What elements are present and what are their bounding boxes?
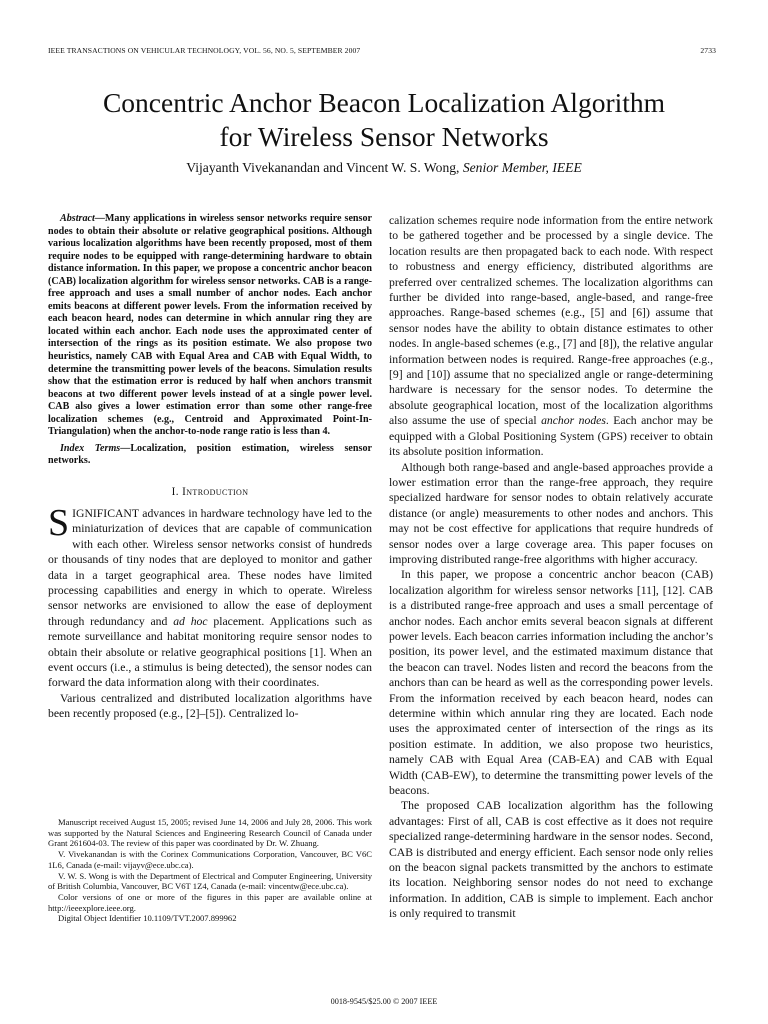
title-line-2: for Wireless Sensor Networks bbox=[219, 121, 549, 152]
author-role: Senior Member, IEEE bbox=[462, 160, 582, 175]
abstract bbox=[48, 213, 372, 439]
footnote-color: Color versions of one or more of the figures in this paper are available online at http://ieeexplore.ieee.org. bbox=[48, 891, 372, 913]
author-line bbox=[0, 160, 768, 176]
intro-paragraph-2: Various centralized and distributed localization algorithms have been recently proposed (e.g., [2]–[5]). Centralized lo- bbox=[48, 691, 372, 721]
drop-cap: S bbox=[48, 501, 70, 544]
author-names: Vijayanth Vivekanandan and Vincent W. S. Wong, bbox=[186, 160, 460, 175]
right-paragraph-1 bbox=[389, 213, 713, 460]
abstract-text: —Many applications in wireless sensor networks require sensor nodes to obtain their absolute or relative geographical positions. Although various localization algorithms have been recently proposed, most of them require nodes to be equipped with range-determining hardware to obtain distance information. In this paper, we propose a concentric anchor beacon (CAB) localization algorithm for wireless sensor networks. CAB is a range-free approach and uses a small number of anchor nodes. Each anchor emits beacons at different power levels. From the information received by each beacon heard, nodes can determine in which annular ring they are located within each anchor. Each node uses the approximated center of intersection of the rings as its position estimate. We also propose two heuristics, namely CAB with Equal Area and CAB with Equal Width, to determine the transmitting power levels of the beacons. Simulation results show that the estimation error is reduced by half when anchors transmit beacons at two different power levels instead of at a single power level. CAB also gives a lower estimation error than some other range-free localization schemes (e.g., Centroid and Approximated Point-In-Triangulation) when the anchor-to-node range ratio is less than 4. bbox=[48, 213, 372, 438]
index-terms bbox=[48, 443, 372, 468]
right-column bbox=[389, 213, 713, 922]
index-terms-text: —Localization, position estimation, wireless sensor networks. bbox=[48, 442, 372, 467]
copyright-footer: 0018-9545/$25.00 © 2007 IEEE bbox=[330, 997, 438, 1006]
title-line-1: Concentric Anchor Beacon Localization Algorithm bbox=[102, 87, 666, 118]
right-text-a: calization schemes require node information from the entire network to be gathered together and be processed by a single device. The location results are then propagated back to each node. With respect to robustness and energy efficiency, distributed algorithms are preferred over centralized schemes. The localization algorithms can further be divided into range-based, angle-based, and range-free approaches. Range-based schemes (e.g., [5] and [6]) assume that sensor nodes have the ability to obtain distance estimates to other nodes. In angle-based schemes (e.g., [7] and [8]), the relative angular information between nodes is required. Range-free approaches (e.g., [9] and [10]) assume that no specialized angle or range-determining hardware is necessary for the sensor nodes. To determine the absolute geographical location, most of the localization algorithms also assume the use of special bbox=[389, 214, 713, 428]
intro-text-b: placement. Applications such as remote surveillance and habitat monitoring require sensor nodes to obtain their absolute or relative geographical positions [1]. When an event occurs (i.e., a stimulus is being detected), the sensor nodes can forward the data information along with their coordinates. bbox=[48, 614, 372, 690]
right-paragraph-2: Although both range-based and angle-based approaches provide a lower estimation error than the range-free approach, they require specialized hardware for sensor nodes to obtain relatively accurate distance (or angle) measurements to other nodes and anchors. This may not be cost effective for applications that require hundreds of sensor nodes over a large coverage area. This paper focuses on improving distributed range-free algorithms with higher accuracy. bbox=[389, 460, 713, 566]
abstract-label: Abstract bbox=[60, 213, 95, 224]
right-paragraph-4: The proposed CAB localization algorithm has the following advantages: First of all, CAB is cost effective as it does not require specialized range-determining hardware in the sensor nodes. Second, CAB is distributed and energy efficient. Each sensor node only relies on the beacon signal packets transmitted by the anchors to estimate its location. Neighboring sensor nodes do not need to exchange information. In addition, CAB is simple to implement. Each anchor is only required to transmit bbox=[389, 799, 713, 921]
section-title: Introduction bbox=[182, 485, 249, 498]
footnote-doi: Digital Object Identifier 10.1109/TVT.2007.899962 bbox=[58, 913, 237, 924]
section-heading bbox=[48, 486, 372, 498]
intro-italic: ad hoc bbox=[173, 614, 208, 628]
intro-lead: IGNIFICANT bbox=[72, 506, 140, 520]
page-number: 2733 bbox=[700, 46, 716, 55]
running-header bbox=[48, 46, 716, 55]
right-italic: anchor nodes bbox=[541, 414, 606, 428]
section-number: I. bbox=[171, 485, 179, 498]
right-text-b: . Each anchor may be equipped with a Global Positioning System (GPS) receiver to obtain its absolute position information. bbox=[389, 414, 713, 459]
right-paragraph-3: In this paper, we propose a concentric anchor beacon (CAB) localization algorithm for wireless sensor networks [11], [12]. CAB is a distributed range-free approach and uses a small percentage of anchor nodes. Each anchor emits several beacon signals at different power levels. Each beacon carries information including the anchor’s position, its power level, and the estimated maximum distance that the beacon can travel. Nodes listen and record the beacons from the anchors than can be heard as well as the corresponding power levels. From the information received by each beacon heard, nodes can determine within which annular ring they are located. Each node uses the approximated center of intersection of the rings as its position estimate. In addition, we also propose two heuristics, namely CAB with Equal Area (CAB-EA) and CAB with Equal Width (CAB-EW), to determine the transmitting power levels of the beacons. bbox=[389, 568, 713, 798]
intro-text-a: advances in hardware technology have led to the miniaturization of devices that are capable of communication with each other. Wireless sensor networks consist of hundreds or thousands of tiny nodes that are deployed to monitor and gather data in a target geographical area. These nodes have limited processing capabilities and energy in which to operate. Wireless sensor networks are envisioned to allow the ease of deployment through redundancy and bbox=[48, 506, 372, 628]
footnote-author-2: V. W. S. Wong is with the Department of Electrical and Computer Engineering, University of British Columbia, Vancouver, BC V6T 1Z4, Canada (e-mail: vincentw@ece.ubc.ca). bbox=[48, 870, 372, 892]
paper-title bbox=[0, 86, 768, 154]
journal-name: IEEE TRANSACTIONS ON VEHICULAR TECHNOLOGY, VOL. 56, NO. 5, SEPTEMBER 2007 bbox=[48, 46, 361, 55]
footnote-manuscript: Manuscript received August 15, 2005; revised June 14, 2006 and July 28, 2006. This work was supported by the Natural Sciences and Engineering Research Council of Canada under Grant 261604-03. The review of this paper was coordinated by Dr. W. Zhuang. bbox=[48, 817, 372, 849]
footnotes bbox=[48, 817, 372, 924]
footnote-author-1: V. Vivekanandan is with the Corinex Communications Corporation, Vancouver, BC V6C 1L6, Canada (e-mail: vijayv@ece.ubc.ca). bbox=[48, 849, 372, 870]
left-column bbox=[48, 213, 372, 722]
index-terms-label: Index Terms bbox=[60, 442, 121, 454]
intro-paragraph-1 bbox=[48, 501, 372, 691]
